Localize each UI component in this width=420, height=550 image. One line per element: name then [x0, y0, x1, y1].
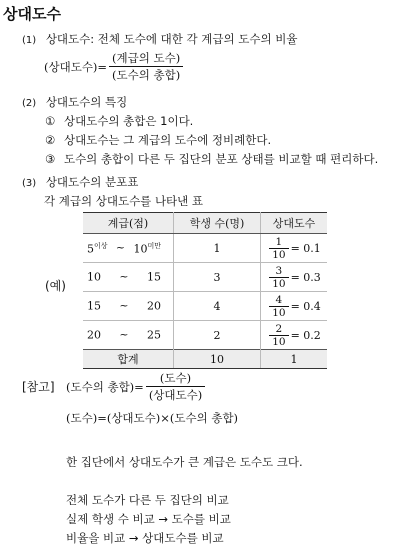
- reference-label: [참고]: [22, 380, 55, 394]
- reference-lhs: (도수의 총합)=: [66, 379, 144, 394]
- reference-formula: [66, 370, 205, 403]
- total-relative: 1: [261, 350, 328, 369]
- section-3-subtitle: 각 계급의 상대도수를 나타낸 표: [44, 194, 204, 208]
- feature-item: [45, 132, 271, 148]
- relative-frequency: $\frac{4}{10}$ = 0.4: [267, 294, 321, 319]
- student-count: 1: [174, 234, 261, 263]
- table-row: [83, 234, 327, 263]
- formula-lhs: (상대도수)=: [44, 59, 108, 74]
- student-count: 3: [174, 263, 261, 292]
- class-range: $5^{이상}$ ~ $10^{미만}$: [87, 240, 161, 256]
- table-row: [83, 321, 327, 350]
- feature-marker: ①: [45, 114, 56, 128]
- section-3-text: 상대도수의 분포표: [45, 175, 139, 189]
- section-2: [22, 94, 127, 110]
- class-range: 15 ~ 20: [87, 299, 161, 313]
- reference-fraction: [146, 370, 205, 403]
- class-range: 10 ~ 15: [87, 270, 161, 284]
- section-2-number: (2): [22, 98, 37, 109]
- example-label: (예): [45, 279, 66, 293]
- reference-line-2: (도수)=(상대도수)×(도수의 총합): [66, 411, 239, 425]
- relative-frequency: $\frac{1}{10}$ = 0.1: [267, 236, 321, 261]
- reference-line-5: 실제 학생 수 비교 → 도수를 비교: [66, 512, 231, 526]
- section-2-text: 상대도수의 특징: [45, 95, 128, 109]
- student-count: 2: [174, 321, 261, 350]
- class-range: 20 ~ 25: [87, 328, 161, 342]
- total-count: 10: [174, 350, 261, 369]
- section-3: [22, 174, 138, 190]
- formula-denominator: (도수의 총합): [109, 66, 183, 83]
- table-row: [83, 263, 327, 292]
- section-3-number: (3): [22, 178, 37, 189]
- feature-text: 도수의 총합이 다른 두 집단의 분포 상태를 비교할 때 편리하다.: [63, 152, 379, 166]
- page-title: 상대도수: [3, 5, 61, 23]
- feature-item: [45, 151, 378, 167]
- reference-numerator: (도수): [159, 371, 192, 385]
- section-1-text: 상대도수: 전체 도수에 대한 각 계급의 도수의 비율: [45, 32, 298, 46]
- feature-text: 상대도수의 총합은 1이다.: [63, 114, 194, 128]
- table-total-row: [83, 350, 327, 369]
- total-label: 합계: [83, 350, 174, 369]
- reference-line-6: 비율을 비교 → 상대도수를 비교: [66, 531, 224, 545]
- feature-text: 상대도수는 그 계급의 도수에 정비례한다.: [63, 133, 272, 147]
- formula-numerator: (계급의 도수): [112, 51, 181, 65]
- reference-line-3: 한 집단에서 상대도수가 큰 계급은 도수도 크다.: [66, 455, 303, 469]
- feature-item: [45, 113, 193, 129]
- header-relative: 상대도수: [261, 213, 328, 234]
- feature-marker: ②: [45, 133, 56, 147]
- relative-frequency: $\frac{2}{10}$ = 0.2: [267, 323, 321, 348]
- reference-denominator: (상대도수): [146, 386, 205, 403]
- table-row: [83, 292, 327, 321]
- reference-line-4: 전체 도수가 다른 두 집단의 비교: [66, 493, 229, 507]
- formula-relative-frequency: [44, 50, 183, 83]
- header-class: 계급(점): [83, 213, 174, 234]
- header-count: 학생 수(명): [174, 213, 261, 234]
- relative-frequency: $\frac{3}{10}$ = 0.3: [267, 265, 321, 290]
- section-1-number: (1): [22, 35, 37, 46]
- section-1: [22, 31, 297, 47]
- student-count: 4: [174, 292, 261, 321]
- feature-marker: ③: [45, 152, 56, 166]
- frequency-table: [83, 212, 327, 369]
- formula-fraction: [109, 50, 183, 83]
